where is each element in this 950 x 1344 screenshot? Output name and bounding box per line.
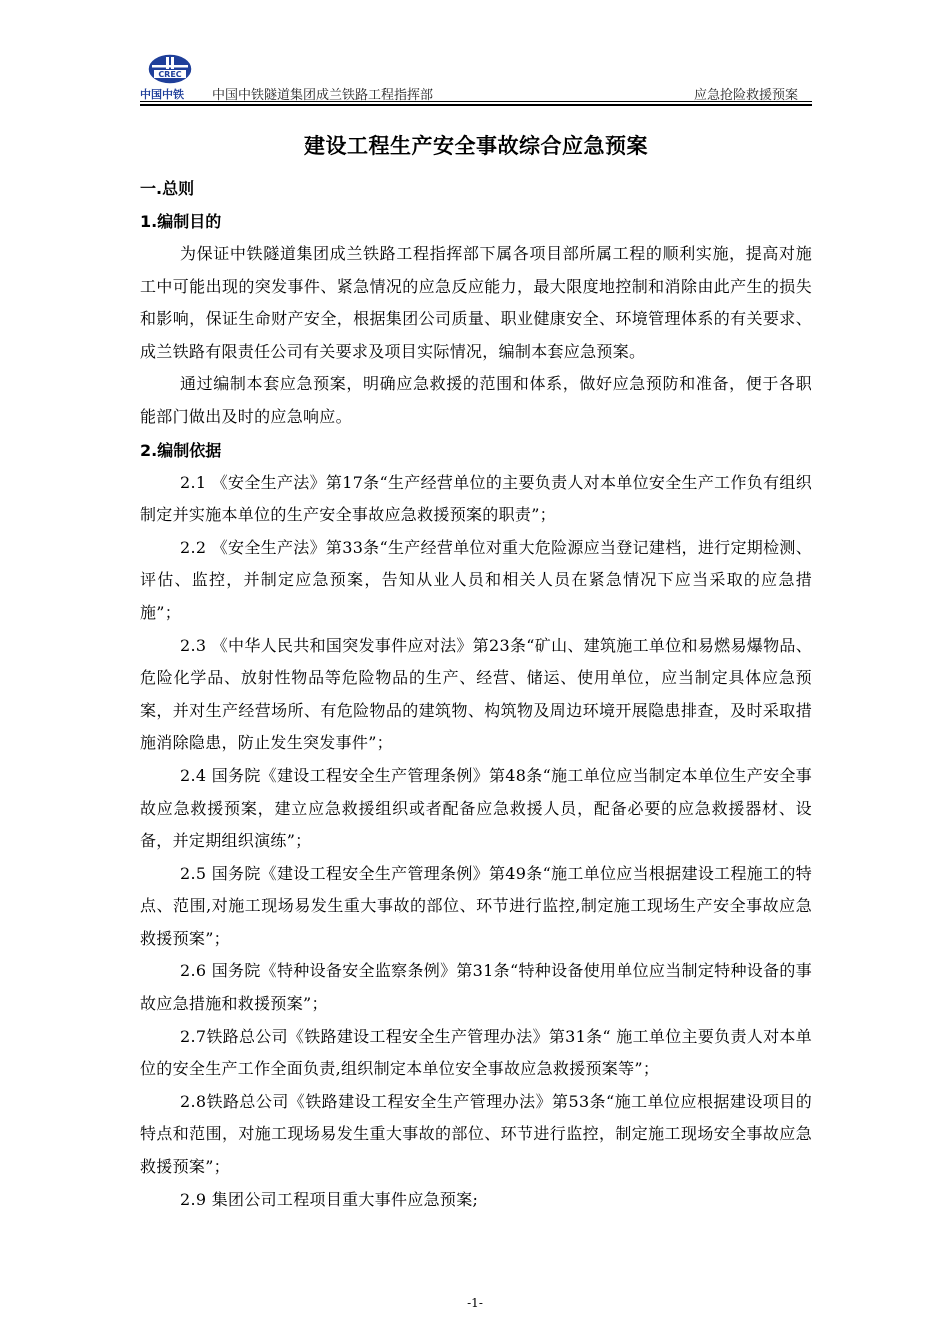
basis-item: 2.9 集团公司工程项目重大事件应急预案; <box>180 1189 479 1209</box>
page-header <box>140 52 812 104</box>
basis-item: 2.8铁路总公司《铁路建设工程安全生产管理办法》第53条“施工单位应根据建设项目的特点和范围，对施工现场易发生重大事故的部位、环节进行监控，制定施工现场安全事故应急救援预案”； <box>140 1091 812 1177</box>
basis-item: 2.1 《安全生产法》第17条“生产经营单位的主要负责人对本单位安全生产工作负有组织制定并实施本单位的生产安全事故应急救援预案的职责”； <box>140 472 812 525</box>
basis-item: 2.5 国务院《建设工程安全生产管理条例》第49条“施工单位应当根据建设工程施工的特点、范围,对施工现场易发生重大事故的部位、环节进行监控,制定施工现场生产安全事故应急救援预案”； <box>140 863 812 948</box>
header-organization: 中国中铁隧道集团成兰铁路工程指挥部 <box>212 88 434 103</box>
header-rule-thick <box>140 104 812 106</box>
document-title: 建设工程生产安全事故综合应急预案 <box>304 134 648 158</box>
subsection-heading-basis: 2.编制依据 <box>140 440 222 460</box>
header-rule-thin <box>140 101 812 102</box>
basis-item: 2.4 国务院《建设工程安全生产管理条例》第48条“施工单位应当制定本单位生产安全事故应急救援预案，建立应急救援组织或者配备应急救援人员，配备必要的应急救援器材、设备，并定期组织演练”； <box>140 765 812 851</box>
purpose-paragraph: 通过编制本套应急预案，明确应急救援的范围和体系，做好应急预防和准备，便于各职能部门做出及时的应急响应。 <box>140 374 812 426</box>
basis-item: 2.7铁路总公司《铁路建设工程安全生产管理办法》第31条“ 施工单位主要负责人对本单位的安全生产工作全面负责,组织制定本单位安全事故应急救援预案等”； <box>140 1026 812 1079</box>
basis-item: 2.2 《安全生产法》第33条“生产经营单位对重大危险源应当登记建档，进行定期检测、评估、监控，并制定应急预案，告知从业人员和相关人员在紧急情况下应当采取的应急措施”； <box>140 537 812 622</box>
page-number: -1- <box>467 1296 483 1310</box>
purpose-paragraph: 为保证中铁隧道集团成兰铁路工程指挥部下属各项目部所属工程的顺利实施，提高对施工中可能出现的突发事件、紧急情况的应急反应能力，最大限度地控制和消除由此产生的损失和影响，保证生命财产安全，根据集团公司质量、职业健康安全、环境管理体系的有关要求、成兰铁路有限责任公司有关要求及项目实际情况，编制本套应急预案。 <box>140 244 812 361</box>
logo-wordmark: 中国中铁 <box>140 88 184 101</box>
svg-text:CREC: CREC <box>158 70 182 79</box>
header-document-type: 应急抢险救援预案 <box>693 88 798 103</box>
document-body <box>140 126 812 1216</box>
basis-item: 2.3 《中华人民共和国突发事件应对法》第23条“矿山、建筑施工单位和易燃易爆物品、危险化学品、放射性物品等危险物品的生产、经营、储运、使用单位，应当制定具体应急预案，并对生产经营场所、有危险物品的建筑物、构筑物及周边环境开展隐患排查，及时采取措施消除隐患，防止发生突发事件”； <box>140 635 812 753</box>
basis-item: 2.6 国务院《特种设备安全监察条例》第31条“特种设备使用单位应当制定特种设备的事故应急措施和救援预案”； <box>140 961 812 1014</box>
section-heading-general: 一.总则 <box>140 179 195 198</box>
subsection-heading-purpose: 1.编制目的 <box>140 212 222 231</box>
